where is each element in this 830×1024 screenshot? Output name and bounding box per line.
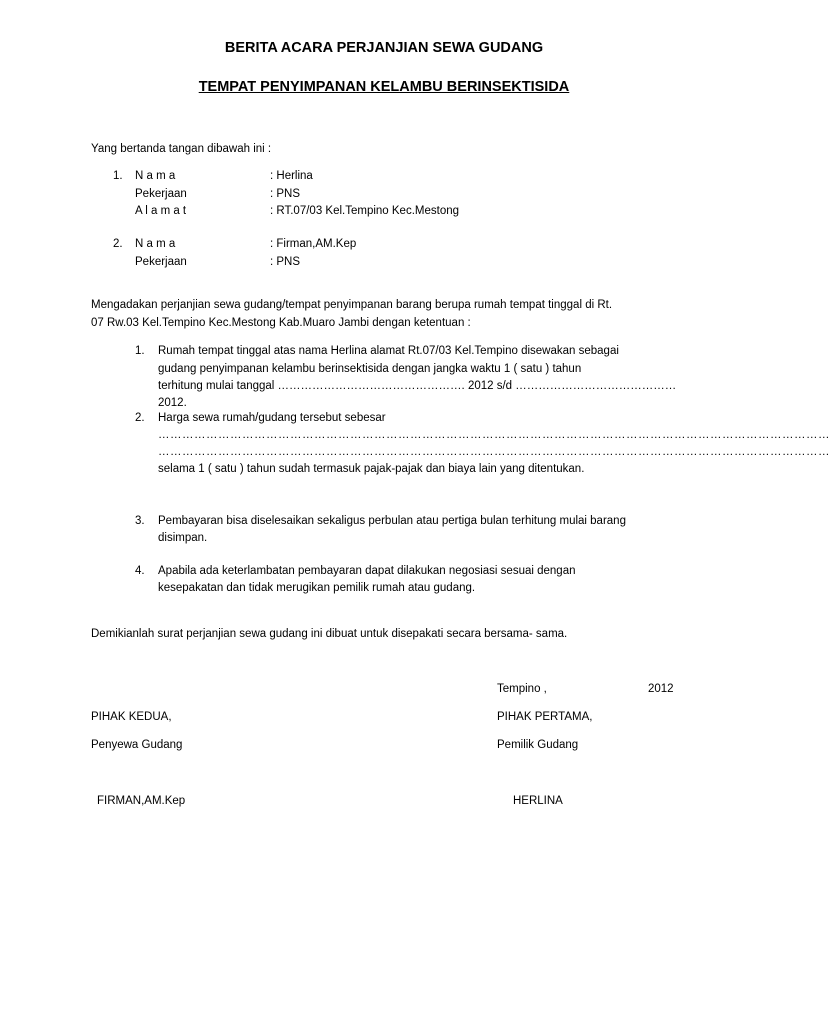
closing-text: Demikianlah surat perjanjian sewa gudang ini dibuat untuk disepakati secara bersama- sama.	[91, 628, 568, 640]
term-3-number: 3.	[135, 515, 145, 527]
party-1-job-label: Pekerjaan	[135, 188, 187, 200]
term-1-line-3: terhitung mulai tanggal …………………………………………. 2012 s/d …………………………………… 2012.	[158, 380, 677, 409]
party-1-address-label: A l a m a t	[135, 205, 187, 217]
term-4-line-1: Apabila ada keterlambatan pembayaran dapat dilakukan negosiasi sesuai dengan	[158, 565, 576, 577]
term-3-line-2: disimpan.	[158, 532, 208, 544]
left-party-title: PIHAK KEDUA,	[91, 711, 172, 723]
intro-text: Yang bertanda tangan dibawah ini :	[91, 143, 272, 155]
term-1-line-1: Rumah tempat tinggal atas nama Herlina alamat Rt.07/03 Kel.Tempino disewakan sebagai	[158, 345, 619, 357]
term-1-line-2: gudang penyimpanan kelambu berinsektisida dengan jangka waktu 1 ( satu ) tahun	[158, 363, 582, 375]
term-1-number: 1.	[135, 345, 145, 357]
term-2-number: 2.	[135, 412, 145, 424]
left-party-signer-name: FIRMAN,AM.Kep	[97, 795, 186, 807]
term-2-dotted-line-2: ……………………………………………………………………………………………………………………………………………………	[158, 446, 830, 458]
right-party-role: Pemilik Gudang	[497, 739, 579, 751]
party-1-name-value: : Herlina	[270, 170, 313, 182]
party-2-job-label: Pekerjaan	[135, 256, 187, 268]
term-2-line-4: selama 1 ( satu ) tahun sudah termasuk pajak-pajak dan biaya lain yang ditentukan.	[158, 463, 585, 475]
right-party-title: PIHAK PERTAMA,	[497, 711, 593, 723]
party-1-address-value: : RT.07/03 Kel.Tempino Kec.Mestong	[270, 205, 460, 217]
term-2-line-1: Harga sewa rumah/gudang tersebut sebesar	[158, 412, 386, 424]
agreement-line-2: 07 Rw.03 Kel.Tempino Kec.Mestong Kab.Muaro Jambi dengan ketentuan :	[91, 317, 471, 329]
party-2-number: 2.	[113, 238, 123, 250]
party-2-job-value: : PNS	[270, 256, 301, 268]
party-1-name-label: N a m a	[135, 170, 176, 182]
party-1-number: 1.	[113, 170, 123, 182]
term-2-dotted-line-1: ……………………………………………………………………………………………………………………………………………………	[158, 429, 830, 441]
left-party-role: Penyewa Gudang	[91, 739, 183, 751]
document-subtitle: TEMPAT PENYIMPANAN KELAMBU BERINSEKTISIDA	[198, 79, 570, 95]
party-2-name-label: N a m a	[135, 238, 176, 250]
term-4-line-2: kesepakatan dan tidak merugikan pemilik rumah atau gudang.	[158, 582, 476, 594]
party-1-job-value: : PNS	[270, 188, 301, 200]
year-label: 2012	[648, 683, 674, 695]
term-4-number: 4.	[135, 565, 145, 577]
term-3-line-1: Pembayaran bisa diselesaikan sekaligus perbulan atau pertiga bulan terhitung mulai barang	[158, 515, 626, 527]
document-subtitle-wrap	[0, 77, 768, 97]
place-label: Tempino ,	[497, 683, 547, 695]
document-title: BERITA ACARA PERJANJIAN SEWA GUDANG	[224, 40, 544, 56]
agreement-line-1: Mengadakan perjanjian sewa gudang/tempat penyimpanan barang berupa rumah tempat tinggal di Rt.	[91, 299, 613, 311]
party-2-name-value: : Firman,AM.Kep	[270, 238, 357, 250]
right-party-signer-name: HERLINA	[513, 795, 563, 807]
